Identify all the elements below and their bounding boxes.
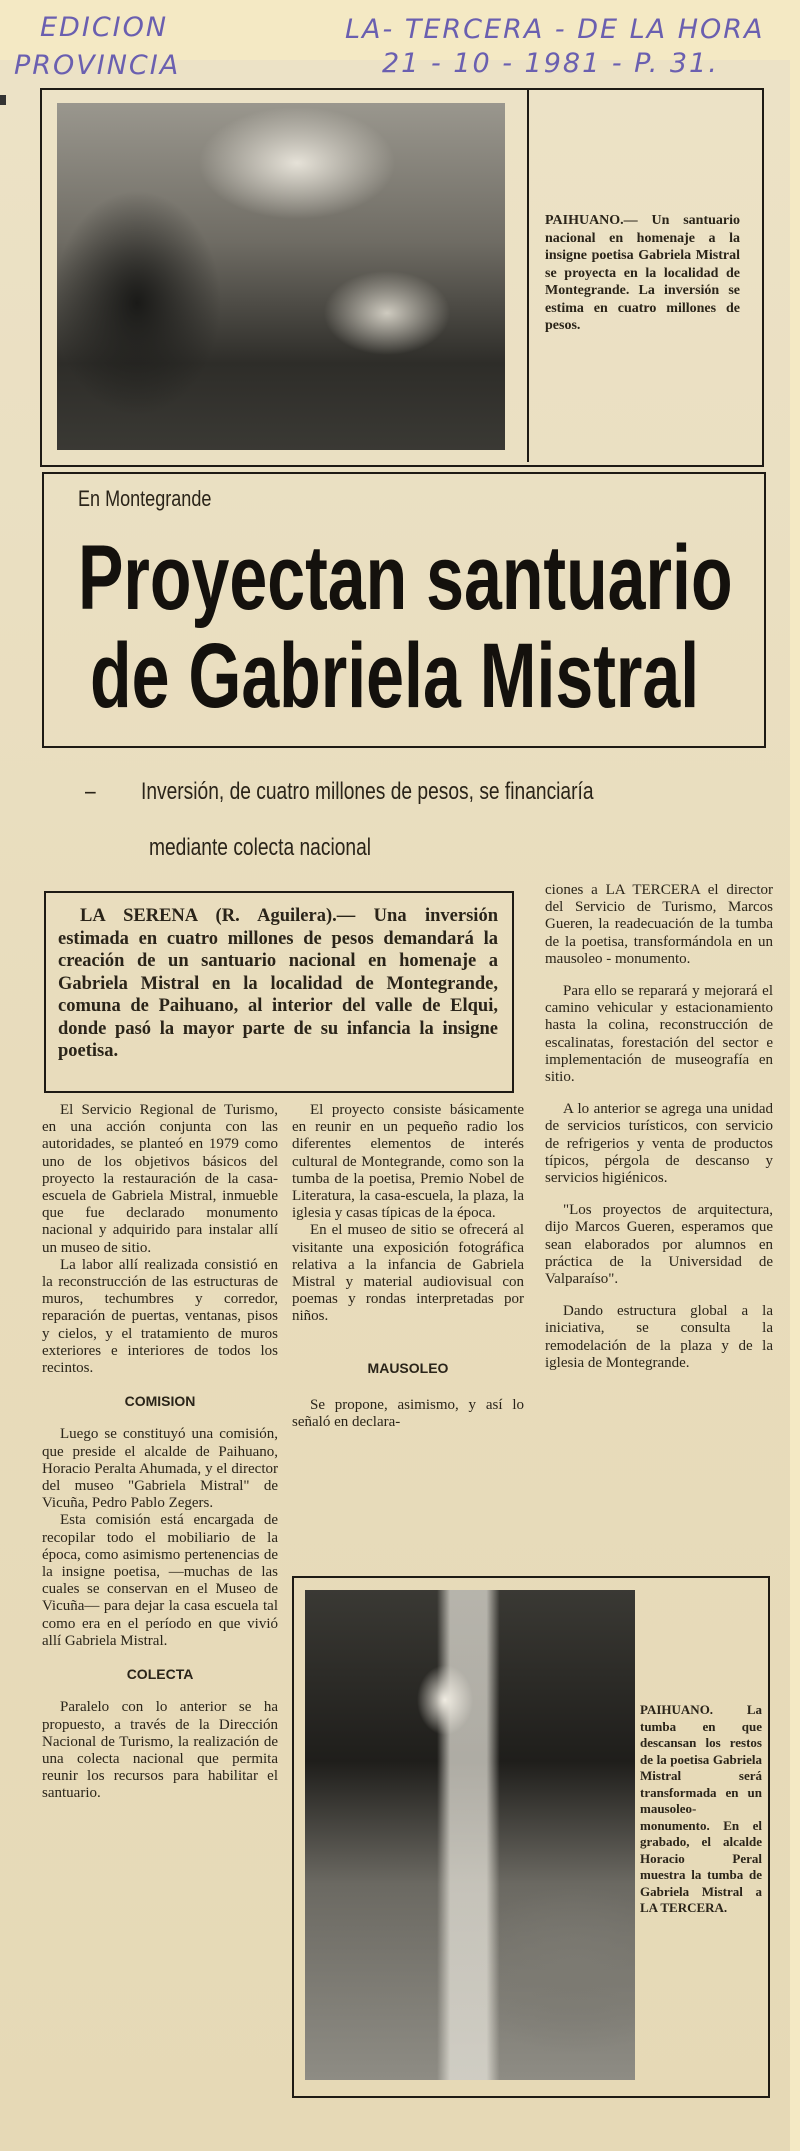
handwritten-edition: EDICION <box>40 12 169 43</box>
clip-edge <box>0 95 6 105</box>
paragraph: En el museo de sitio se ofrecerá al visitante una exposición fotográfica relativa a la infancia de Gabriela Mistral y material audiovisual con poemas y rondas interpretadas por niños. <box>292 1222 524 1325</box>
column-1 <box>42 1102 278 1803</box>
paragraph: Para ello se reparará y mejorará el camino vehicular y estacionamiento hasta la colina, reconstrucción de escalinatas, forestación del sector e implementación de museografía en sitio. <box>545 983 773 1086</box>
montegrande-photo <box>57 103 505 450</box>
paragraph: Luego se constituyó una comisión, que preside el alcalde de Paihuano, Horacio Peralta Ahumada, y el director del museo "Gabriela Mistral" de Vicuña, Pedro Pablo Zegers. <box>42 1426 278 1512</box>
paragraph: ciones a LA TERCERA el director del Servicio de Turismo, Marcos Gueren, la readecuación de la tumba de la poetisa, transformándola en un mausoleo - monumento. <box>545 882 773 967</box>
lead-paragraph: LA SERENA (R. Aguilera).— Una inversión estimada en cuatro millones de pesos demandará la creación de un santuario nacional en homenaje a Gabriela Mistral en la localidad de Montegrande, comuna de Paihuano, al interior del valle de Elqui, donde pasó la mayor parte de su infancia la insigne poetisa. <box>58 906 498 1061</box>
subheading-line2: mediante colecta nacional <box>149 834 372 861</box>
top-photo-caption: PAIHUANO.— Un santuario nacional en homenaje a la insigne poetisa Gabriela Mistral se proyecta en la localidad de Montegrande. La inversión se estima en cuatro millones de pesos. <box>545 213 740 333</box>
bottom-photo-caption: PAIHUANO. La tumba en que descansan los restos de la poetisa Gabriela Mistral será transformada en un mausoleo-monumento. En el grabado, el alcalde Horacio Peral muestra la tumba de Gabriela Mistral a LA TERCERA. <box>640 1702 762 1915</box>
paragraph: "Los proyectos de arquitectura, dijo Marcos Gueren, esperamos que sean elaborados por alumnos en práctica de la Universidad de Valparaíso". <box>545 1202 773 1288</box>
subheading-line1: Inversión, de cuatro millones de pesos, se financiaría <box>141 778 594 805</box>
paragraph: El proyecto consiste básicamente en reunir en un pequeño radio los diferentes elementos de interés cultural de Montegrande, como son la tumba de la poetisa, Premio Nobel de Literatura, la casa-escuela, la plaza, la iglesia y casas típicas de la época. <box>292 1102 524 1222</box>
divider <box>527 90 529 462</box>
paragraph: El Servicio Regional de Turismo, en una acción conjunta con las autoridades, se planteó en 1979 como uno de los objetivos básicos del proyecto la restauración de la casa-escuela de Gabriela Mistral, inmueble que fue declarado monumento nacional y adquirido para instalar allí un museo de sitio. <box>42 1102 278 1256</box>
handwritten-province: PROVINCIA <box>14 50 181 81</box>
paragraph: Paralelo con lo anterior se ha propuesto, a través de la Dirección Nacional de Turismo, la realización de una colecta nacional que permita reunir los recursos para habilitar el santuario. <box>42 1699 278 1802</box>
handwritten-date-page: 21 - 10 - 1981 - P. 31. <box>382 48 719 79</box>
headline-line2: de Gabriela Mistral <box>90 625 700 727</box>
column-2 <box>292 1102 524 1431</box>
section-heading-mausoleo: MAUSOLEO <box>367 1359 449 1376</box>
paragraph: Esta comisión está encargada de recopilar todo el mobiliario de la época, como asimismo pertenencias de la insigne poetisa, —muchas de las cuales se conservan en el Museo de Vicuña— para dejar la casa escuela tal como era en el período en que vivió allí Gabriela Mistral. <box>42 1512 278 1649</box>
column-3 <box>545 882 773 1372</box>
headline-line1: Proyectan santuario <box>78 527 733 629</box>
kicker: En Montegrande <box>78 486 212 511</box>
handwritten-source: LA- TERCERA - DE LA HORA <box>345 14 765 45</box>
paragraph: Se propone, asimismo, y así lo señaló en declara- <box>292 1396 524 1431</box>
tomb-photo <box>305 1590 635 2080</box>
subheading-dash: – <box>85 778 96 805</box>
paragraph: Dando estructura global a la iniciativa, se consulta la remodelación de la plaza y de la iglesia de Montegrande. <box>545 1303 773 1371</box>
section-heading-colecta: COLECTA <box>126 1666 194 1683</box>
paragraph: La labor allí realizada consistió en la reconstrucción de las estructuras de muros, techumbres y corredor, reparación de puertas, ventanas, pisos y cielos, y el tratamiento de muros exteriores e interiores de todos los recintos. <box>42 1256 278 1377</box>
section-heading-comision: COMISION <box>124 1393 196 1410</box>
paragraph: A lo anterior se agrega una unidad de servicios turísticos, con servicio de refrigerios y venta de productos típicos, pérgola de descanso y servicios higiénicos. <box>545 1101 773 1187</box>
